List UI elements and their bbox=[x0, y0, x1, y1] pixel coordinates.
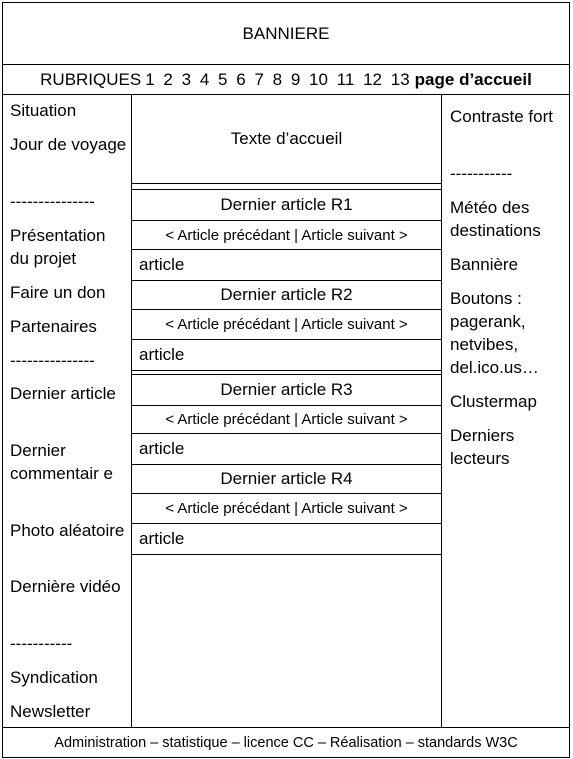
welcome-text-box bbox=[131, 94, 442, 184]
sidebar-item-contraste-fort[interactable]: Contraste fort bbox=[450, 107, 553, 126]
welcome-text: Texte d’accueil bbox=[230, 128, 343, 148]
sidebar-separator: --------------- bbox=[10, 192, 95, 211]
article-body: article bbox=[131, 339, 442, 371]
rubrique-link-10[interactable]: 10 bbox=[309, 69, 328, 89]
rubrique-link-12[interactable]: 12 bbox=[363, 69, 383, 89]
sidebar-item-situation[interactable]: Situation bbox=[10, 101, 77, 120]
sidebar-item-dernier-article[interactable]: Dernier article bbox=[10, 384, 116, 403]
rubrique-link-2[interactable]: 2 bbox=[163, 69, 173, 89]
sidebar-item-dernier-commentaire[interactable]: Dernier commentair e bbox=[10, 441, 113, 483]
home-link[interactable]: page d’accueil bbox=[414, 69, 532, 89]
banner-label: BANNIERE bbox=[242, 23, 330, 43]
sidebar-item-syndication[interactable]: Syndication bbox=[10, 668, 98, 687]
rubriques-label: RUBRIQUES bbox=[40, 69, 142, 89]
latest-article-title: Dernier article R4 bbox=[131, 464, 442, 494]
rubrique-numbers bbox=[141, 70, 409, 90]
sidebar-item-faire-un-don[interactable]: Faire un don bbox=[10, 283, 106, 302]
article-body: article bbox=[131, 433, 442, 465]
latest-article-title: Dernier article R3 bbox=[131, 374, 442, 406]
right-sidebar bbox=[450, 105, 568, 470]
sidebar-item-banniere[interactable]: Bannière bbox=[450, 255, 519, 274]
rubrique-link-4[interactable]: 4 bbox=[199, 69, 210, 89]
sidebar-separator: ----------- bbox=[10, 634, 73, 653]
article-pagination[interactable]: < Article précédant | Article suivant > bbox=[131, 309, 442, 340]
sidebar-item-photo-aleatoire[interactable]: Photo aléatoire bbox=[10, 521, 125, 540]
sidebar-item-meteo[interactable]: Météo des destinations bbox=[450, 198, 541, 240]
banner bbox=[2, 2, 570, 65]
sidebar-item-jour-de-voyage[interactable]: Jour de voyage bbox=[10, 135, 127, 154]
rubriques-nav bbox=[2, 64, 570, 95]
rubrique-link-13[interactable]: 13 bbox=[390, 69, 410, 89]
footer-links[interactable]: Administration – statistique – licence CC – Réalisation – standards W3C bbox=[54, 734, 518, 751]
left-sidebar bbox=[10, 99, 128, 723]
rubrique-link-9[interactable]: 9 bbox=[290, 69, 301, 89]
sidebar-item-partenaires[interactable]: Partenaires bbox=[10, 317, 97, 336]
article-pagination[interactable]: < Article précédant | Article suivant > bbox=[131, 405, 442, 434]
sidebar-item-derniers-lecteurs[interactable]: Derniers lecteurs bbox=[450, 426, 515, 468]
latest-article-title: Dernier article R2 bbox=[131, 280, 442, 310]
rubrique-link-11[interactable]: 11 bbox=[336, 69, 355, 89]
latest-article-title: Dernier article R1 bbox=[131, 189, 442, 221]
rubrique-link-3[interactable]: 3 bbox=[181, 69, 192, 89]
sidebar-item-newsletter[interactable]: Newsletter bbox=[10, 702, 91, 721]
sidebar-item-presentation[interactable]: Présentation du projet bbox=[10, 226, 106, 268]
rubrique-link-8[interactable]: 8 bbox=[272, 69, 283, 89]
sidebar-item-clustermap[interactable]: Clustermap bbox=[450, 392, 537, 411]
sidebar-separator: ----------- bbox=[450, 164, 513, 183]
rubrique-link-5[interactable]: 5 bbox=[218, 69, 228, 89]
footer bbox=[2, 727, 570, 758]
rubrique-link-1[interactable]: 1 bbox=[145, 69, 155, 89]
article-pagination[interactable]: < Article précédant | Article suivant > bbox=[131, 493, 442, 524]
sidebar-item-boutons[interactable]: Boutons : pagerank, netvibes, del.ico.us… bbox=[450, 289, 539, 377]
article-pagination[interactable]: < Article précédant | Article suivant > bbox=[131, 220, 442, 250]
article-body: article bbox=[131, 249, 442, 281]
article-body: article bbox=[131, 523, 442, 555]
sidebar-separator: --------------- bbox=[10, 351, 95, 370]
rubrique-link-7[interactable]: 7 bbox=[254, 69, 264, 89]
rubrique-link-6[interactable]: 6 bbox=[236, 69, 246, 89]
sidebar-item-derniere-video[interactable]: Dernière vidéo bbox=[10, 577, 121, 596]
